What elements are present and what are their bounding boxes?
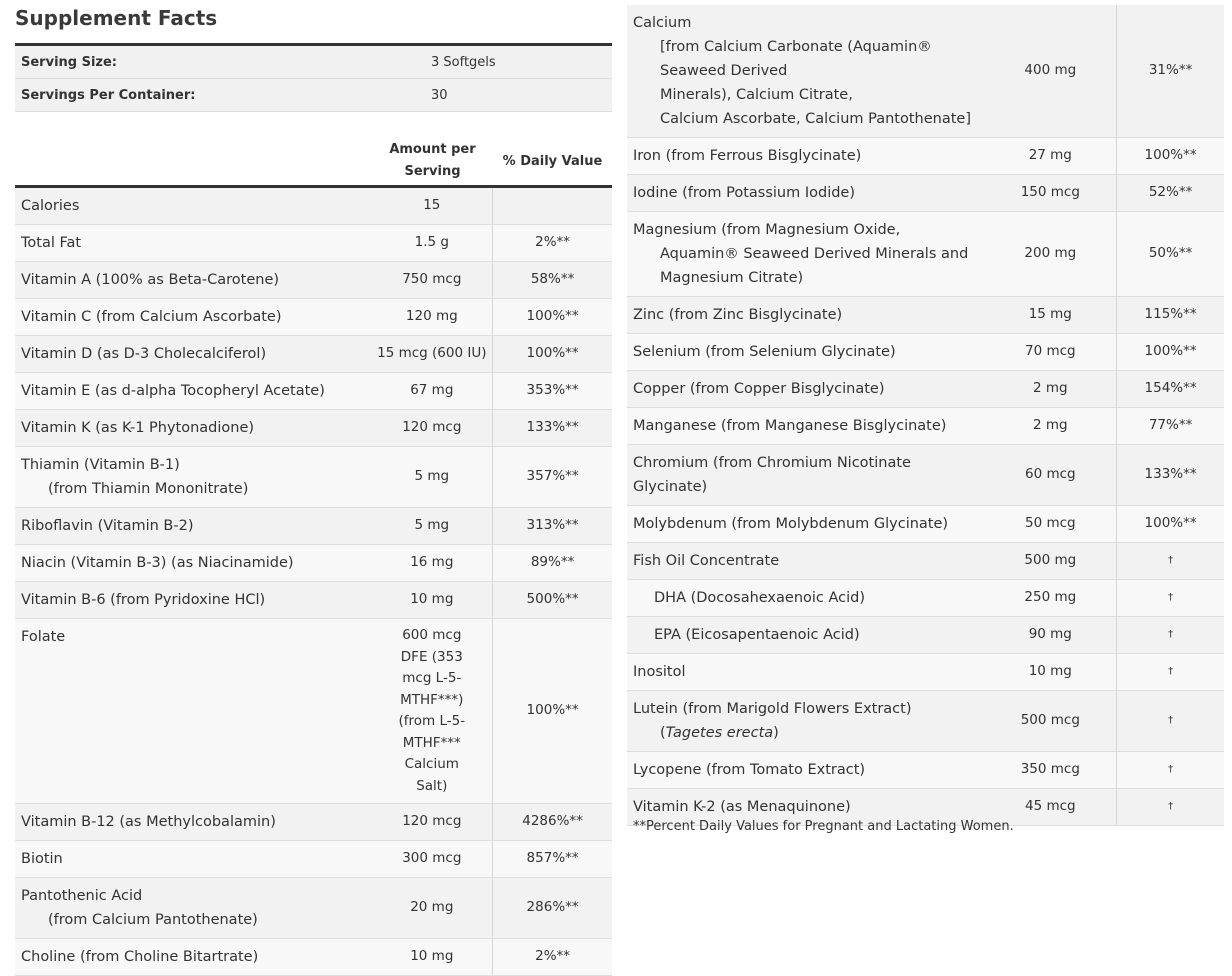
table-row — [627, 175, 1224, 212]
nutrient-name-line: Aquamin® Seaweed Derived Minerals and — [660, 246, 969, 262]
nutrient-name-line: EPA (Eicosapentaenoic Acid) — [654, 627, 860, 643]
nutrient-name-line: Calcium Ascorbate, Calcium Pantothenate] — [660, 111, 971, 127]
nutrient-name — [15, 188, 371, 224]
amount-value: 2 mg — [1032, 417, 1068, 434]
nutrient-name-line: Vitamin B-12 (as Methylcobalamin) — [21, 814, 276, 830]
amount-value: 500 mcg — [1020, 712, 1080, 729]
servings-per-container-row — [15, 79, 612, 112]
nutrient-name — [15, 262, 371, 298]
footnote: **Percent Daily Values for Pregnant and Lactating Women. — [633, 819, 1014, 834]
daily-value: 500%** — [492, 582, 612, 618]
daily-value: 77%** — [1116, 408, 1224, 444]
nutrient-name — [627, 752, 984, 788]
table-row — [627, 371, 1224, 408]
nutrient-name — [627, 654, 984, 690]
nutrient-name-line: Thiamin (Vitamin B-1) — [21, 457, 180, 473]
nutrient-name-line: Vitamin C (from Calcium Ascorbate) — [21, 309, 282, 325]
amount-value: 120 mcg — [402, 813, 462, 830]
daily-value: † — [1116, 789, 1224, 825]
table-row — [15, 582, 612, 619]
table-row — [15, 410, 612, 447]
table-row — [627, 580, 1224, 617]
amount-value: 120 mcg — [402, 419, 462, 436]
daily-value: 50%** — [1116, 212, 1224, 296]
daily-value: 313%** — [492, 508, 612, 544]
daily-value: 133%** — [492, 410, 612, 446]
nutrient-name — [627, 691, 984, 751]
nutrient-name-line: (from Calcium Pantothenate) — [48, 912, 258, 928]
table-row — [15, 188, 612, 225]
table-row — [15, 804, 612, 841]
nutrient-name — [15, 336, 371, 372]
nutrient-name-line: Magnesium (from Magnesium Oxide, — [633, 222, 901, 238]
amount-value: 10 mg — [410, 948, 454, 965]
amount-value: 350 mcg — [1020, 761, 1080, 778]
nutrient-name-line: Inositol — [633, 664, 686, 680]
serving-size-value: 3 Softgels — [431, 54, 496, 70]
nutrient-name — [627, 212, 984, 296]
nutrient-name — [627, 334, 984, 370]
nutrient-name — [627, 543, 984, 579]
nutrient-name — [627, 408, 984, 444]
nutrient-name-line: Vitamin K-2 (as Menaquinone) — [633, 799, 851, 815]
nutrient-name-line: Choline (from Choline Bitartrate) — [21, 949, 259, 965]
daily-value: 133%** — [1116, 445, 1224, 505]
table-row — [15, 299, 612, 336]
nutrient-name — [15, 299, 371, 335]
daily-value: 31%** — [1116, 5, 1224, 137]
nutrient-name-line: Vitamin B-6 (from Pyridoxine HCl) — [21, 592, 266, 608]
amount-value: 200 mg — [1024, 245, 1077, 262]
daily-value — [492, 188, 612, 224]
daily-value: † — [1116, 543, 1224, 579]
amount-value: 50 mcg — [1024, 515, 1076, 532]
nutrient-name-line: Calcium — [633, 15, 692, 31]
amount-value: 60 mcg — [1024, 466, 1076, 483]
nutrient-name — [627, 506, 984, 542]
amount-value: 15 mg — [1028, 306, 1072, 323]
nutrient-name — [15, 545, 371, 581]
nutrient-name-line: Niacin (Vitamin B-3) (as Niacinamide) — [21, 555, 294, 571]
servings-per-container-value: 30 — [431, 87, 448, 103]
nutrient-name-line: Lycopene (from Tomato Extract) — [633, 762, 866, 778]
nutrient-name — [15, 508, 371, 544]
nutrient-table-left — [15, 188, 612, 976]
table-row — [15, 841, 612, 878]
table-row — [627, 297, 1224, 334]
table-row — [627, 408, 1224, 445]
paren-open: ( — [660, 725, 666, 741]
amount-value: 70 mcg — [1024, 343, 1076, 360]
amount-value: 400 mg — [1024, 62, 1077, 79]
amount-value: 750 mcg — [402, 271, 462, 288]
table-row — [15, 508, 612, 545]
nutrient-name — [15, 582, 371, 618]
amount-value: 5 mg — [414, 517, 450, 534]
amount-value: 45 mcg — [1024, 798, 1076, 815]
daily-value: † — [1116, 580, 1224, 616]
daily-value: † — [1116, 617, 1224, 653]
serving-size-row — [15, 46, 612, 79]
table-row — [627, 506, 1224, 543]
amount-value: 20 mg — [410, 899, 454, 916]
table-row — [15, 878, 612, 939]
amount-value: 300 mcg — [402, 850, 462, 867]
daily-value: 857%** — [492, 841, 612, 877]
nutrient-name — [627, 580, 984, 616]
daily-value: 115%** — [1116, 297, 1224, 333]
daily-value: 100%** — [1116, 138, 1224, 174]
nutrient-name — [627, 617, 984, 653]
amount-value: 250 mg — [1024, 589, 1077, 606]
table-row — [15, 225, 612, 262]
daily-value: 100%** — [1116, 334, 1224, 370]
amount-value: 5 mg — [414, 468, 450, 485]
table-row — [15, 336, 612, 373]
page-title: Supplement Facts — [15, 6, 218, 30]
table-row — [627, 212, 1224, 297]
nutrient-name-line: Fish Oil Concentrate — [633, 553, 780, 569]
amount-value: 10 mg — [1028, 663, 1072, 680]
amount-value: 150 mcg — [1020, 184, 1080, 201]
table-row — [627, 691, 1224, 752]
nutrient-name — [15, 619, 371, 803]
nutrient-name — [627, 175, 984, 211]
nutrient-name-line: Manganese (from Manganese Bisglycinate) — [633, 418, 947, 434]
nutrient-name — [15, 939, 371, 975]
nutrient-name-line: Calories — [21, 198, 80, 214]
daily-value-header: % Daily Value — [502, 153, 603, 169]
nutrient-name-line: Lutein (from Marigold Flowers Extract) — [633, 701, 912, 717]
nutrient-name-line: Minerals), Calcium Citrate, — [660, 87, 853, 103]
nutrient-name-line: Magnesium Citrate) — [660, 270, 804, 286]
daily-value: 100%** — [492, 619, 612, 803]
table-row — [627, 617, 1224, 654]
nutrient-name — [15, 447, 371, 507]
table-row — [15, 619, 612, 804]
daily-value: 357%** — [492, 447, 612, 507]
daily-value: 89%** — [492, 545, 612, 581]
nutrient-name — [15, 410, 371, 446]
daily-value: † — [1116, 691, 1224, 751]
nutrient-name — [627, 445, 984, 505]
nutrient-name-line: Total Fat — [21, 235, 82, 251]
nutrient-name-line — [633, 721, 978, 745]
nutrient-name-line: [from Calcium Carbonate (Aquamin® — [660, 39, 932, 55]
amount-value: 500 mg — [1024, 552, 1077, 569]
table-row — [627, 654, 1224, 691]
table-row — [627, 334, 1224, 371]
daily-value: 52%** — [1116, 175, 1224, 211]
nutrient-name-line: Iodine (from Potassium Iodide) — [633, 185, 856, 201]
daily-value: † — [1116, 654, 1224, 690]
table-row — [15, 447, 612, 508]
nutrient-name — [15, 841, 371, 877]
nutrient-name — [627, 297, 984, 333]
nutrient-name-line: Folate — [21, 629, 66, 645]
nutrient-name-line: Vitamin E (as d-alpha Tocopheryl Acetate) — [21, 383, 325, 399]
amount-value: 1.5 g — [414, 234, 449, 251]
serving-size-label: Serving Size: — [21, 54, 118, 70]
nutrient-name-line: DHA (Docosahexaenoic Acid) — [654, 590, 866, 606]
nutrient-name-line: Glycinate) — [633, 479, 708, 495]
nutrient-name-line: Seaweed Derived — [660, 63, 788, 79]
nutrient-name-line: Riboflavin (Vitamin B-2) — [21, 518, 194, 534]
daily-value: 58%** — [492, 262, 612, 298]
daily-value: 353%** — [492, 373, 612, 409]
nutrient-name-line: Chromium (from Chromium Nicotinate — [633, 455, 911, 471]
nutrient-table-right — [627, 0, 1224, 826]
table-row — [627, 752, 1224, 789]
amount-value: 600 mcg DFE (353 mcg L-5-MTHF***) (from L-5-MTHF*** Calcium Salt) — [398, 627, 466, 794]
nutrient-name — [627, 371, 984, 407]
nutrient-name-line: (from Thiamin Mononitrate) — [48, 481, 249, 497]
daily-value: 4286%** — [492, 804, 612, 840]
daily-value: 154%** — [1116, 371, 1224, 407]
amount-value: 27 mg — [1028, 147, 1072, 164]
nutrient-name — [15, 225, 371, 261]
table-row — [627, 445, 1224, 506]
table-row — [627, 5, 1224, 138]
servings-per-container-label: Servings Per Container: — [21, 87, 196, 103]
daily-value: 2%** — [492, 939, 612, 975]
nutrient-name-line: Molybdenum (from Molybdenum Glycinate) — [633, 516, 949, 532]
amount-value: 120 mg — [405, 308, 458, 325]
daily-value: 286%** — [492, 878, 612, 938]
nutrient-name-line: Vitamin D (as D-3 Cholecalciferol) — [21, 346, 267, 362]
nutrient-name — [627, 138, 984, 174]
nutrient-name-line: Iron (from Ferrous Bisglycinate) — [633, 148, 862, 164]
table-row — [627, 138, 1224, 175]
daily-value: 2%** — [492, 225, 612, 261]
nutrient-name-line: Zinc (from Zinc Bisglycinate) — [633, 307, 843, 323]
amount-value: 10 mg — [410, 591, 454, 608]
table-row — [15, 939, 612, 976]
amount-value: 90 mg — [1028, 626, 1072, 643]
serving-info — [15, 43, 612, 112]
daily-value: † — [1116, 752, 1224, 788]
nutrient-name-line: Vitamin K (as K-1 Phytonadione) — [21, 420, 255, 436]
amount-value: 15 — [423, 197, 441, 214]
nutrient-name — [627, 5, 984, 137]
daily-value: 100%** — [492, 299, 612, 335]
nutrient-name — [15, 804, 371, 840]
table-header — [15, 137, 612, 188]
italic-species: Tagetes erecta — [665, 725, 774, 741]
table-row — [627, 543, 1224, 580]
daily-value: 100%** — [492, 336, 612, 372]
nutrient-name-line: Copper (from Copper Bisglycinate) — [633, 381, 885, 397]
paren-close: ) — [773, 725, 779, 741]
amount-header: Amount per Serving — [389, 142, 476, 179]
table-row — [15, 373, 612, 410]
amount-value: 16 mg — [410, 554, 454, 571]
table-row — [15, 545, 612, 582]
nutrient-name-line: Pantothenic Acid — [21, 888, 143, 904]
nutrient-name-line: Vitamin A (100% as Beta-Carotene) — [21, 272, 280, 288]
nutrient-name — [15, 373, 371, 409]
amount-value: 15 mcg (600 IU) — [377, 345, 487, 362]
amount-value: 2 mg — [1032, 380, 1068, 397]
amount-value: 67 mg — [410, 382, 454, 399]
nutrient-name-line: Selenium (from Selenium Glycinate) — [633, 344, 896, 360]
nutrient-name — [15, 878, 371, 938]
table-row — [15, 262, 612, 299]
daily-value: 100%** — [1116, 506, 1224, 542]
nutrient-name-line: Biotin — [21, 851, 63, 867]
